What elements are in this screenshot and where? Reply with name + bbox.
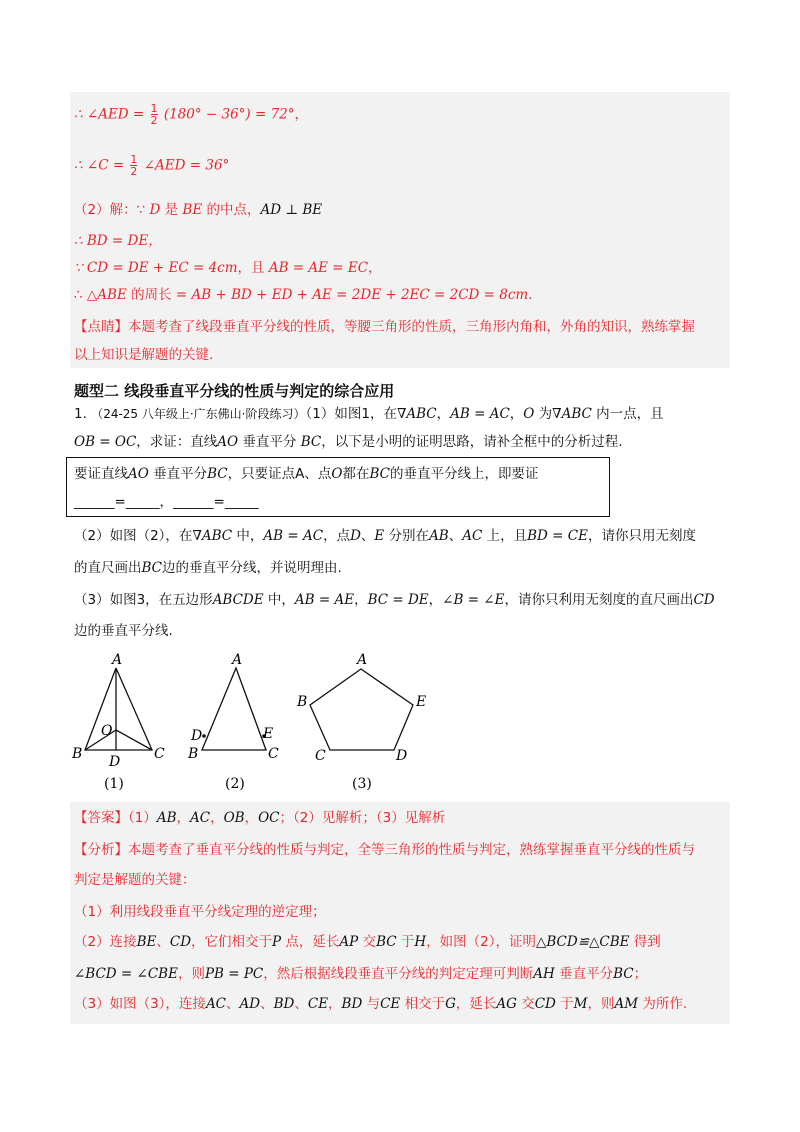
fig2-triangle <box>202 668 266 750</box>
figure-3 <box>310 669 413 750</box>
comment-line-1: 【点睛】本题考查了线段垂直平分线的性质，等腰三角形的性质，三角形内角和，外角的知识，熟练掌握 <box>74 319 695 335</box>
answer-line: 【答案】（1）AB，AC，OB，OC；（2）见解析；（3）见解析 <box>74 810 446 826</box>
fig1-label-a: A <box>112 652 123 668</box>
solution-line-6: ∴ △ABE 的周长 = AB + BD + ED + AE = 2DE + 2EC = 2CD = 8cm. <box>74 287 533 303</box>
fig1-triangle <box>85 668 152 750</box>
fig3-label-d: D <box>396 748 408 764</box>
fig2-label-a: A <box>232 652 243 668</box>
fraction: $\frac{1}{2}$ <box>150 102 158 127</box>
section-title: 题型二 线段垂直平分线的性质与判定的综合应用 <box>74 382 395 400</box>
solution-line-5: ∵ CD = DE + EC = 4cm，且 AB = AE = EC， <box>74 260 382 276</box>
fig2-label-d: D <box>191 728 203 744</box>
analysis-line-1: 【分析】本题考查了垂直平分线的性质与判定，全等三角形的性质与判定，熟练掌握垂直平分线的性质与 <box>74 842 695 858</box>
analysis-line-5: ∠BCD = ∠CBE，则PB = PC，然后根据线段垂直平分线的判定定理可判断AH 垂直平分BC； <box>74 966 648 982</box>
q2-line-1: （2）如图（2），在∇ABC 中，AB = AC，点D、E 分别在AB、AC 上，且BD = CE，请你只用无刻度 <box>74 528 696 544</box>
fraction: $\frac{1}{2}$ <box>130 153 138 178</box>
fig2-label-c: C <box>268 746 279 762</box>
fig2-point-d <box>202 734 206 738</box>
fig1-label-b: B <box>72 746 83 762</box>
comment-line-2: 以上知识是解题的关键. <box>74 347 214 363</box>
fig1-label-d: D <box>109 754 121 770</box>
analysis-line-3: （1）利用线段垂直平分线定理的逆定理； <box>74 904 326 920</box>
fig2-label-e: E <box>263 726 274 742</box>
fig1-caption: (1) <box>104 776 124 792</box>
box-line-2: ______=_____，______=_____ <box>74 494 259 510</box>
fig1-line-co <box>116 730 152 750</box>
q3-line-2: 边的垂直平分线. <box>74 623 173 639</box>
fig3-label-e: E <box>416 694 427 710</box>
q2-line-2: 的直尺画出BC边的垂直平分线，并说明理由. <box>74 560 342 576</box>
fig3-label-b: B <box>297 694 308 710</box>
figure-1 <box>85 668 152 750</box>
solution-line-1: ∴ ∠AED = $\frac{1}{2}$ (180° − 36°) = 72°， <box>74 102 309 127</box>
solution-line-4: ∴ BD = DE， <box>74 233 162 249</box>
fig3-pentagon <box>310 669 413 750</box>
figures <box>60 648 460 798</box>
q3-line-1: （3）如图3，在五边形ABCDE 中，AB = AE，BC = DE，∠B = ∠E，请你只利用无刻度的直尺画出CD <box>74 592 715 608</box>
solution-line-3: （2）解：∵ D 是 BE 的中点，AD ⊥ BE <box>74 202 323 218</box>
figure-2 <box>202 668 266 750</box>
analysis-line-4: （2）连接BE、CD，它们相交于P 点，延长AP 交BC 于H，如图（2），证明△BCD≌△CBE 得到 <box>74 934 661 950</box>
fig3-label-a: A <box>357 652 368 668</box>
analysis-line-2: 判定是解题的关键： <box>74 872 196 888</box>
solution-line-2: ∴ ∠C = $\frac{1}{2}$ ∠AED = 36° <box>74 153 230 178</box>
analysis-line-6: （3）如图（3），连接AC、AD、BD、CE，BD 与CE 相交于G，延长AG 交CD 于M，则AM 为所作. <box>74 996 688 1012</box>
problem-line-1: 1. （24-25 八年级上·广东佛山·阶段练习）（1）如图1，在∇ABC，AB = AC，O 为∇ABC 内一点，且 <box>74 406 664 422</box>
fig3-caption: (3) <box>352 776 372 792</box>
fig2-label-b: B <box>188 746 199 762</box>
fig1-label-c: C <box>154 746 165 762</box>
box-line-1: 要证直线AO 垂直平分BC，只要证点A、点O都在BC的垂直平分线上，即要证 <box>74 466 539 482</box>
problem-line-2: OB = OC，求证：直线AO 垂直平分 BC，以下是小明的证明思路，请补全框中的分析过程. <box>74 434 623 450</box>
fig3-label-c: C <box>315 748 326 764</box>
fig1-label-o: O <box>101 723 113 739</box>
fig2-caption: (2) <box>225 776 245 792</box>
